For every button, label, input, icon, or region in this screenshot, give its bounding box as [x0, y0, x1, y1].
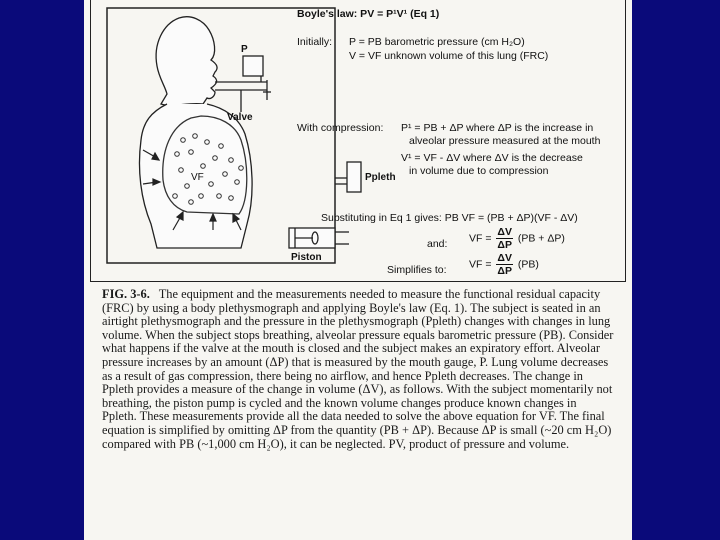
valve-label: Valve	[227, 112, 253, 123]
figure-frame	[90, 0, 626, 282]
and-fraction-numerator: ΔV	[497, 226, 512, 238]
caption-text: The equipment and the measurements needed to measure the functional residual capacity (FRC) by using a body plethysmograph and applying Boyle's law (Eq. 1). The subject is seated in an airtight plethysmograph and the pressure in the plethysmograph (Ppleth) changes with changes in lung volume. When the subject stops breathing, alveolar pressure equals barometric pressure (PB). Consider what happens if the valve at the mouth is closed and the subject makes an expiratory effort. Alveolar pressure increases by an amount (ΔP) that is measured by the mouth gauge, P. Lung volume decreases as a result of gas compression, there being no airflow, and hence Ppleth decreases. The change in Ppleth provides a measure of the change in volume (ΔV), as follows. With the subject momentarily not breathing, the piston pump is cycled and the known volume changes produce known changes in Ppleth. These measurements provide all the data needed to solve the above equation for VF. The final equation is simplified by omitting ΔP from the quantity (PB + ΔP). Because ΔP is small (~20 cm H₂O) compared with PB (~1,000 cm H₂O), it can be neglected. PV, product of pressure and volume.	[102, 287, 614, 451]
compression-v1: V¹ = VF - ΔV where ΔV is the decrease	[401, 152, 583, 164]
subject-head	[156, 17, 217, 106]
compression-v2: in volume due to compression	[409, 165, 549, 177]
and-label: and:	[427, 238, 448, 250]
and-lhs: VF =	[469, 232, 492, 245]
simplifies-label: Simplifies to:	[387, 264, 447, 276]
compression-p1: P¹ = PB + ΔP where ΔP is the increase in	[401, 122, 594, 134]
initially-p: P = PB barometric pressure (cm H₂O)	[349, 36, 525, 48]
document-page	[84, 0, 632, 540]
piston	[289, 228, 349, 248]
pressure-gauge-label: P	[241, 44, 248, 55]
figure-caption	[102, 288, 614, 451]
simp-fraction-denominator: ΔP	[497, 265, 512, 277]
and-equation	[469, 226, 565, 251]
initially-label: Initially:	[297, 36, 333, 48]
simplified-equation	[469, 252, 539, 277]
piston-label: Piston	[291, 252, 322, 263]
boyle-law-equation: Boyle's law: PV = P¹V¹ (Eq 1)	[297, 8, 440, 20]
initially-v: V = VF unknown volume of this lung (FRC)	[349, 50, 549, 62]
simp-rhs: (PB)	[517, 258, 539, 271]
figure-number: FIG. 3-6.	[102, 287, 150, 301]
ppleth-gauge	[335, 162, 361, 192]
and-fraction-denominator: ΔP	[497, 239, 512, 251]
substituting-equation: Substituting in Eq 1 gives: PB VF = (PB + ΔP)(VF - ΔV)	[321, 212, 578, 224]
mouthpiece-assembly	[215, 56, 271, 112]
ppleth-label: Ppleth	[365, 172, 396, 183]
simp-lhs: VF =	[469, 258, 492, 271]
compression-label: With compression:	[297, 122, 384, 134]
simp-fraction	[496, 252, 513, 277]
compression-p2: alveolar pressure measured at the mouth	[409, 135, 601, 147]
vf-label: VF	[191, 172, 204, 183]
simp-fraction-numerator: ΔV	[497, 252, 512, 264]
and-fraction	[496, 226, 513, 251]
and-rhs: (PB + ΔP)	[517, 232, 565, 245]
